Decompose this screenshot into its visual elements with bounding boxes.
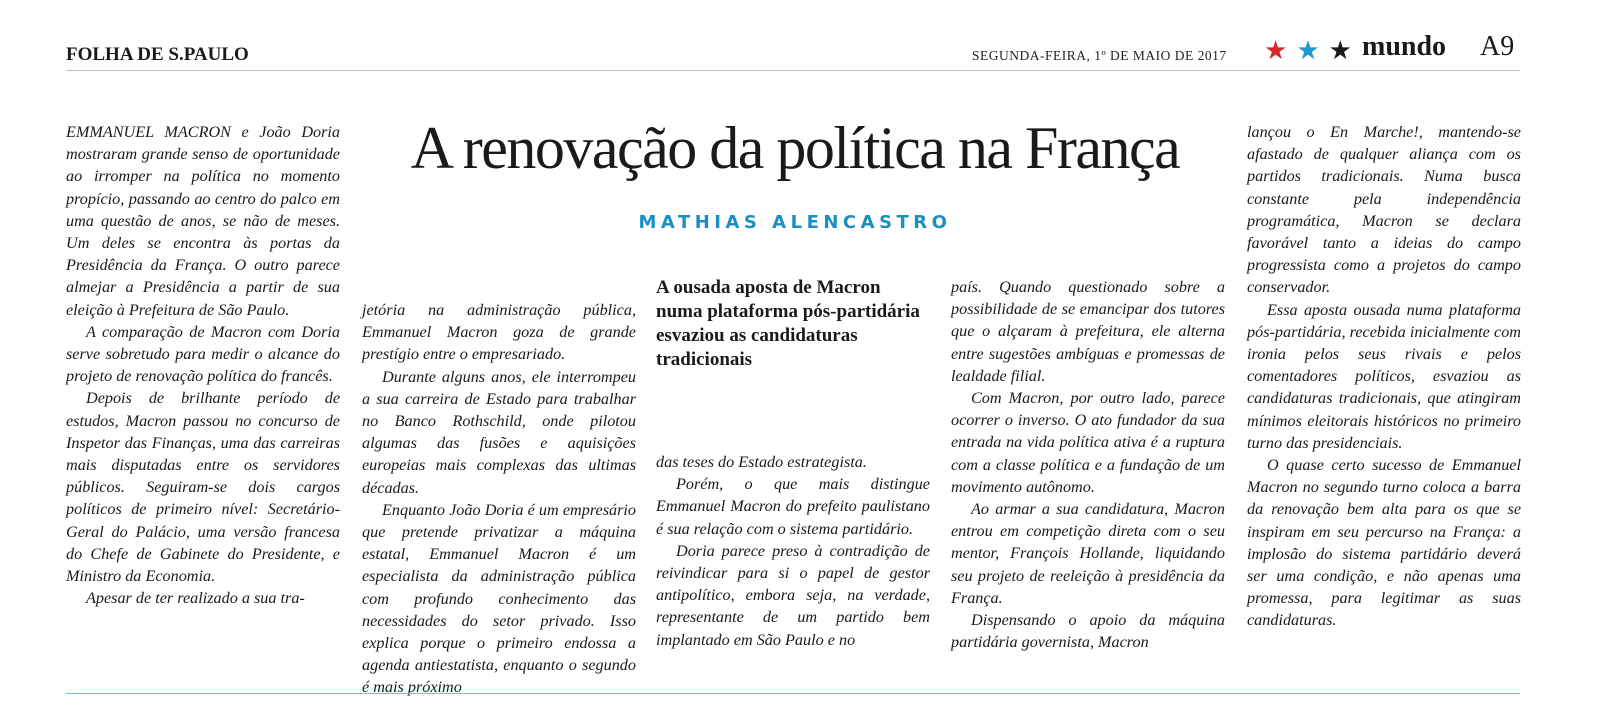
star-decoration — [1264, 38, 1361, 64]
article-column-1 — [66, 121, 340, 609]
paragraph: jetória na administração pública, Emmanuel Macron goza de grande prestígio entre o empresariado. — [362, 301, 636, 364]
paragraph: Durante alguns anos, ele interrompeu a sua carreira de Estado para trabalhar no Banco Rothschild, onde pilotou algumas das fusões e aquisições europeias mais complexas das ultimas décadas. — [362, 367, 636, 497]
masthead-logo: FOLHA DE S.PAULO — [66, 44, 249, 65]
star-icon-blue: ★ — [1296, 36, 1320, 65]
paragraph: Dispensando o apoio da máquina partidária governista, Macron — [951, 611, 1225, 652]
header-rule — [66, 70, 1520, 71]
byline: MATHIAS ALENCASTRO — [638, 212, 952, 233]
footer-rule — [66, 693, 1520, 694]
article-column-3 — [656, 451, 930, 651]
paragraph: A comparação de Macron com Doria serve sobretudo para medir o alcance do projeto de renovação política do francês. — [66, 322, 340, 386]
article-column-4 — [951, 276, 1225, 653]
paragraph: Porém, o que mais distingue Emmanuel Macron do prefeito paulistano é sua relação com o sistema partidário. — [656, 475, 930, 538]
dateline: SEGUNDA-FEIRA, 1º DE MAIO DE 2017 — [972, 48, 1227, 63]
paragraph: lançou o En Marche!, mantendo-se afastado de qualquer aliança com os partidos tradicionais. Numa busca constante pela independência programática, Macron se declara favorável tanto a ideias do campo progressista como a projetos do campo conservador. — [1247, 123, 1521, 297]
paragraph: das teses do Estado estrategista. — [656, 453, 867, 471]
star-icon-black: ★ — [1328, 36, 1352, 65]
paragraph: O quase certo sucesso de Emmanuel Macron no segundo turno coloca a barra da renovação bem alta para os que se inspiram em seu percurso na França: a implosão do sistema partidário deverá ser uma condição, e não apenas uma promessa, para legitimar as suas candidaturas. — [1247, 456, 1521, 630]
article-column-5 — [1247, 121, 1521, 632]
paragraph: Enquanto João Doria é um empresário que pretende privatizar a máquina estatal, Emmanuel Macron é um especialista da administração pública com profundo conhecimento das necessidades do setor privado. Isso explica porque o primeiro endossa a agenda antiestatista, enquanto o segundo é mais próximo — [362, 500, 636, 697]
page-number: A9 — [1480, 31, 1515, 62]
paragraph: Ao armar a sua candidatura, Macron entrou em competição direta com o seu mentor, François Hollande, liquidando seu projeto de reeleição à presidência da França. — [951, 500, 1225, 607]
paragraph: país. Quando questionado sobre a possibilidade de se emancipar dos tutores que o alçaram à prefeitura, ele alterna entre sugestões ambíguas e promessas de lealdade filial. — [951, 278, 1225, 385]
paragraph: Essa aposta ousada numa plataforma pós-partidária, recebida inicialmente com ironia pelos seus rivais e pelos comentadores políticos, esvaziou as candidaturas tradicionais, que atingiram mínimos eleitorais históricos no primeiro turno das presidenciais. — [1247, 300, 1521, 452]
article-column-2 — [362, 299, 636, 699]
star-icon-red: ★ — [1264, 36, 1288, 65]
pull-quote: A ousada aposta de Macron numa plataforma pós-partidária esvaziou as candidaturas tradicionais — [656, 277, 920, 370]
headline: A renovação da política na França — [410, 115, 1180, 181]
paragraph: Depois de brilhante período de estudos, Macron passou no concurso de Inspetor das Finanças, uma das carreiras mais disputadas entre os servidores públicos. Seguiram-se dois cargos políticos de primeiro nível: Secretário-Geral do Palácio, uma versão francesa do Chefe de Gabinete do Presidente, e Ministro da Economia. — [66, 389, 340, 586]
paragraph: EMMANUEL MACRON e João Doria mostraram grande senso de oportunidade ao irromper na política no momento propício, passando ao centro do palco em uma questão de anos, se não de meses. Um deles se encontra às portas da Presidência da França. O outro parece almejar a Presidência a partir de sua eleição à Prefeitura de São Paulo. — [66, 123, 340, 319]
section-name: mundo — [1362, 31, 1447, 62]
paragraph: Apesar de ter realizado a sua tra- — [86, 589, 305, 608]
paragraph: Com Macron, por outro lado, parece ocorrer o inverso. O ato fundador da sua entrada na vida política ativa é a ruptura com a classe política e a fundação de um movimento autônomo. — [951, 389, 1225, 496]
paragraph: Doria parece preso à contradição de reivindicar para si o papel de gestor antipolítico, embora seja, na verdade, representante de um partido bem implantado em São Paulo e no — [656, 541, 930, 649]
